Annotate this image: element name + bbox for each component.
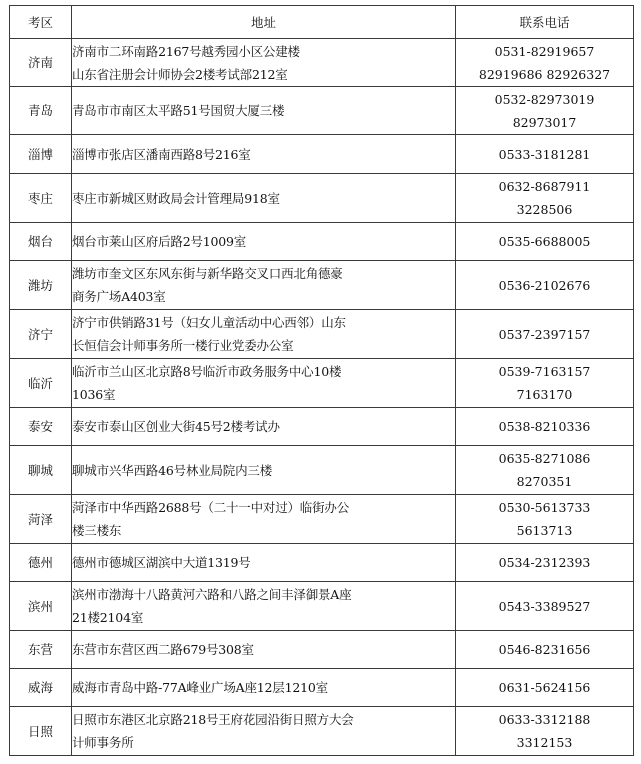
address-line: 青岛市市南区太平路51号国贸大厦三楼 — [72, 103, 285, 118]
address-cell — [72, 631, 456, 669]
address-line: 21楼2104室 — [72, 610, 144, 625]
phone-cell — [456, 135, 634, 174]
table-row — [10, 261, 634, 310]
phone-line: 82919686 82926327 — [478, 66, 611, 82]
address-line: 商务广场A403室 — [72, 289, 166, 304]
address-line: 潍坊市奎文区东风东街与新华路交叉口西北角德豪 — [72, 266, 343, 281]
table-row — [10, 707, 634, 756]
address-cell — [72, 707, 456, 756]
phone-line: 0534-2312393 — [498, 555, 591, 570]
address-cell — [72, 359, 456, 408]
address-line: 德州市德城区湖滨中大道1319号 — [72, 555, 251, 570]
address-line: 淄博市张店区潘南西路8号216室 — [72, 146, 251, 162]
phone-line: 7163170 — [516, 387, 573, 402]
address-line: 滨州市渤海十八路黄河六路和八路之间丰泽御景A座 — [72, 587, 352, 602]
address-line: 济宁市供销路31号（妇女儿童活动中心西邻）山东 — [72, 315, 346, 330]
table-row — [10, 408, 634, 446]
region-cell: 济南 — [10, 39, 72, 87]
header-address: 地址 — [72, 6, 456, 39]
region-cell: 枣庄 — [10, 174, 72, 223]
phone-line: 0631-5624156 — [498, 680, 591, 695]
phone-line: 5613713 — [516, 523, 573, 538]
address-line: 临沂市兰山区北京路8号临沂市政务服务中心10楼 — [72, 364, 342, 379]
table-row — [10, 223, 634, 261]
address-line: 东营市东营区西二路679号308室 — [72, 642, 254, 657]
table-row — [10, 631, 634, 669]
phone-cell — [456, 631, 634, 669]
phone-cell — [456, 495, 634, 544]
phone-cell — [456, 261, 634, 310]
phone-line: 82973017 — [512, 114, 577, 130]
region-cell: 滨州 — [10, 582, 72, 631]
table-body — [10, 39, 634, 756]
table-row — [10, 135, 634, 174]
table-row — [10, 544, 634, 582]
phone-line: 0531-82919657 — [494, 43, 595, 59]
address-line: 菏泽市中华西路2688号（二十一中对过）临街办公 — [72, 500, 350, 515]
phone-cell — [456, 223, 634, 261]
address-cell — [72, 669, 456, 707]
phone-line: 0532-82973019 — [494, 91, 595, 107]
table-row — [10, 446, 634, 495]
phone-line: 0538-8210336 — [498, 419, 591, 434]
phone-cell — [456, 408, 634, 446]
address-line: 济南市二环南路2167号越秀园小区公建楼 — [72, 43, 300, 59]
phone-line: 8270351 — [516, 474, 573, 489]
region-cell: 泰安 — [10, 408, 72, 446]
address-cell — [72, 39, 456, 87]
region-cell: 威海 — [10, 669, 72, 707]
region-cell: 淄博 — [10, 135, 72, 174]
address-line: 山东省注册会计师协会2楼考试部212室 — [72, 66, 288, 82]
exam-site-contact-table — [9, 5, 634, 756]
region-cell: 日照 — [10, 707, 72, 756]
phone-line: 0533-3181281 — [498, 146, 591, 162]
region-cell: 德州 — [10, 544, 72, 582]
header-phone: 联系电话 — [456, 6, 634, 39]
address-line: 枣庄市新城区财政局会计管理局918室 — [72, 190, 280, 206]
address-line: 聊城市兴华西路46号林业局院内三楼 — [72, 462, 273, 478]
region-cell: 济宁 — [10, 310, 72, 359]
address-line: 烟台市莱山区府后路2号1009室 — [72, 234, 247, 249]
address-line: 1036室 — [72, 387, 116, 402]
table-row — [10, 582, 634, 631]
table-row — [10, 310, 634, 359]
address-line: 长恒信会计师事务所一楼行业党委办公室 — [72, 338, 294, 353]
address-cell — [72, 495, 456, 544]
phone-line: 0535-6688005 — [498, 234, 591, 249]
address-cell — [72, 223, 456, 261]
phone-cell — [456, 582, 634, 631]
phone-line: 0536-2102676 — [498, 277, 591, 293]
phone-cell — [456, 39, 634, 87]
address-cell — [72, 174, 456, 223]
phone-line: 0539-7163157 — [498, 364, 591, 379]
address-line: 计师事务所 — [72, 735, 134, 750]
address-cell — [72, 582, 456, 631]
phone-line: 0633-3312188 — [498, 712, 591, 727]
region-cell: 青岛 — [10, 87, 72, 135]
phone-cell — [456, 310, 634, 359]
address-cell — [72, 544, 456, 582]
phone-cell — [456, 87, 634, 135]
phone-line: 0530-5613733 — [498, 500, 591, 515]
table-row — [10, 495, 634, 544]
address-line: 日照市东港区北京路218号王府花园沿街日照方大会 — [72, 712, 354, 727]
region-cell: 烟台 — [10, 223, 72, 261]
table-row — [10, 39, 634, 87]
address-cell — [72, 310, 456, 359]
phone-cell — [456, 707, 634, 756]
table-row — [10, 359, 634, 408]
phone-line: 0632-8687911 — [498, 179, 591, 194]
phone-cell — [456, 359, 634, 408]
phone-line: 0546-8231656 — [498, 642, 591, 657]
phone-line: 0537-2397157 — [498, 326, 591, 342]
table-row — [10, 174, 634, 223]
phone-line: 3312153 — [516, 735, 573, 750]
phone-cell — [456, 669, 634, 707]
address-line: 威海市青岛中路-77A峰业广场A座12层1210室 — [72, 680, 328, 695]
phone-cell — [456, 544, 634, 582]
phone-cell — [456, 174, 634, 223]
table-row — [10, 87, 634, 135]
address-line: 泰安市泰山区创业大街45号2楼考试办 — [72, 419, 280, 434]
phone-line: 3228506 — [516, 202, 573, 217]
region-cell: 潍坊 — [10, 261, 72, 310]
phone-cell — [456, 446, 634, 495]
address-line: 楼三楼东 — [72, 523, 122, 538]
region-cell: 菏泽 — [10, 495, 72, 544]
phone-line: 0635-8271086 — [498, 451, 591, 466]
phone-line: 0543-3389527 — [498, 598, 591, 614]
header-region: 考区 — [10, 6, 72, 39]
table-row — [10, 669, 634, 707]
region-cell: 东营 — [10, 631, 72, 669]
address-cell — [72, 408, 456, 446]
address-cell — [72, 87, 456, 135]
region-cell: 聊城 — [10, 446, 72, 495]
address-cell — [72, 261, 456, 310]
address-cell — [72, 135, 456, 174]
region-cell: 临沂 — [10, 359, 72, 408]
table-header-row — [10, 6, 634, 39]
address-cell — [72, 446, 456, 495]
